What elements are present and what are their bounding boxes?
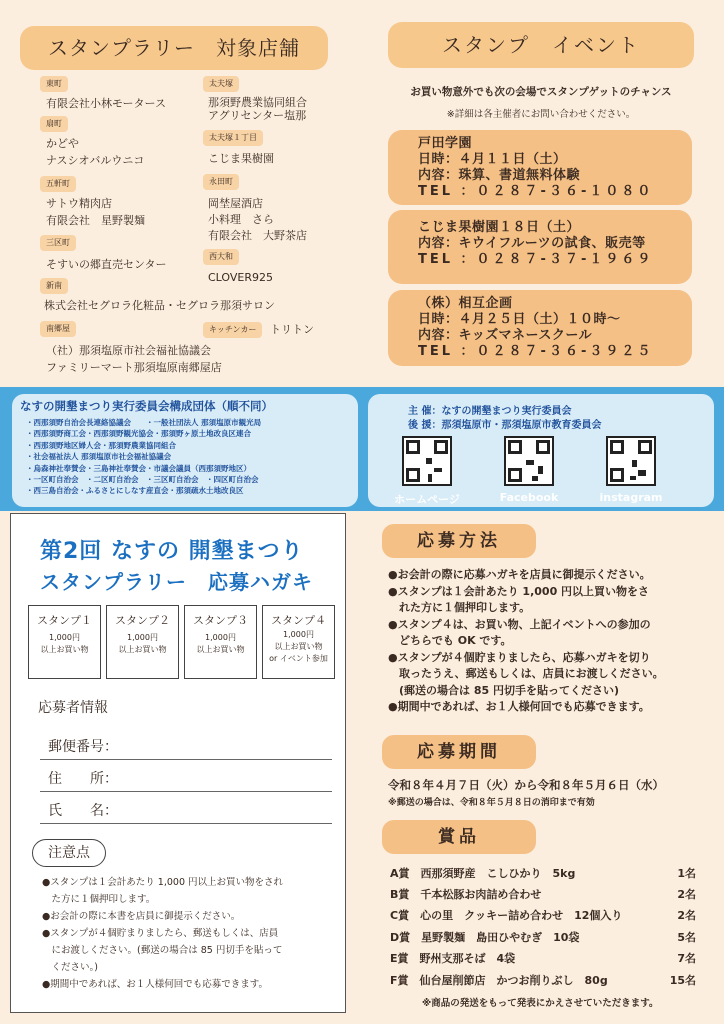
store-name: トリトン (270, 323, 314, 336)
prize-count: 15名 (669, 974, 696, 987)
instagram-qr-icon[interactable] (606, 436, 656, 486)
howto-line: れた方に１個押印します。 (388, 601, 531, 614)
store-name: アグリセンター塩那 (208, 109, 307, 122)
prizes-title: 賞品 (382, 820, 536, 854)
howto-line: ●期間中であれば、お１人様何回でも応募できます。 (388, 700, 650, 713)
store-name: 株式会社セグロラ化粧品・セグロラ那須サロン (44, 299, 275, 312)
period-title: 応募期間 (382, 735, 536, 769)
stamp-box-2 (106, 605, 179, 679)
stamp-text: 以上お買い物 (274, 642, 323, 651)
notice-label: 注意点 (32, 839, 106, 867)
store-name: CLOVER925 (208, 271, 273, 284)
stamp-text: 以上お買い物 (40, 645, 89, 654)
event-box-sogo (388, 290, 692, 366)
area-tag: 南郷屋 (40, 321, 76, 337)
stamp-head: スタンプ１ (37, 614, 92, 627)
stamp-box-3 (184, 605, 257, 679)
event-line: 内容：キッズマネースクール (418, 328, 593, 343)
howto-line: ●スタンプは１会計あたり 1,000 円以上買い物をさ (388, 584, 650, 598)
stamp-text: 以上お買い物 (196, 645, 245, 654)
event-line: 戸田学園 (418, 136, 473, 151)
stamp-text: 1,000円 (283, 630, 314, 639)
event-line: 内容：キウイフルーツの試食、販売等 (418, 236, 646, 251)
stamp-head: スタンプ３ (193, 614, 248, 627)
qr-label-homepage[interactable]: ホームページ (394, 493, 460, 506)
homepage-qr-icon[interactable] (402, 436, 452, 486)
area-tag: 五軒町 (40, 176, 76, 192)
event-tel: TEL ：０２８７-３７-１９６９ (418, 252, 654, 267)
notice-line: ●お会計の際に本書を店員に御提示ください。 (42, 911, 241, 922)
postcard-notices (42, 874, 337, 993)
qr-label-facebook[interactable]: Facebook (499, 491, 559, 504)
event-note: ※詳細は各主催者にお問い合わせください。 (446, 109, 636, 120)
store-name: 有限会社小林モータース (46, 97, 167, 110)
committee-line: ・西那須野地区婦人会・那須野農業協同組合 (26, 440, 176, 450)
event-title: スタンプ イベント (388, 22, 694, 68)
howto-line: ●お会計の際に応募ハガキを店員に御提示ください。 (388, 568, 651, 581)
howto-line: ●スタンプが４個貯まりましたら、応募ハガキを切り (388, 650, 651, 664)
area-tag: キッチンカー (203, 322, 262, 338)
stamp-box-1 (28, 605, 101, 679)
prize-count: 2名 (677, 888, 696, 901)
event-line: （株）相互企画 (418, 296, 513, 311)
event-line: こじま果樹園１８日（土） (418, 220, 581, 235)
postal-code-field[interactable]: 郵便番号： (40, 736, 332, 760)
store-name: （社）那須塩原市社会福祉協議会 (46, 344, 211, 357)
notice-line: ●スタンプが４個貯まりましたら、郵送もしくは、店員 (42, 928, 279, 939)
stores-title: スタンプラリー 対象店舗 (20, 26, 328, 70)
committee-line: ・烏森神社奉賛会・三島神社奉賛会・市議会議員（西那須野地区） (26, 463, 251, 473)
howto-line: (郵送の場合は 85 円切手を貼ってください) (388, 683, 620, 697)
area-tag: 西大和 (203, 249, 239, 265)
notice-line: ください。) (42, 962, 98, 973)
period-note: ※郵送の場合は、令和８年５月８日の消印まで有効 (388, 798, 595, 808)
prize-row (390, 865, 696, 881)
stamp-head: スタンプ４ (271, 614, 326, 627)
store-name: ナスシオバルウニコ (46, 154, 145, 167)
applicant-heading: 応募者情報 (38, 700, 108, 716)
howto-line: どちらでも OK です。 (388, 634, 512, 647)
organizer: 主 催：なすの開墾まつり実行委員会 (408, 406, 572, 417)
postcard-title: 第2回 なすの 開墾まつり (40, 539, 304, 564)
store-name: 小料理 さら (208, 213, 274, 226)
howto-line: 取ったうえ、郵送もしくは、店員にお渡しください。 (388, 667, 664, 680)
notice-line: た方に１個押印します。 (42, 894, 156, 905)
committee-line: ・西三島自治会・ふるさとにしなす産直会・那須疏水土地改良区 (26, 486, 244, 496)
store-name: こじま果樹園 (208, 152, 274, 165)
committee-line: ・社会福祉法人 那須塩原市社会福祉協議会 (26, 452, 172, 462)
prize-count: 2名 (677, 909, 696, 922)
howto-list (388, 567, 698, 716)
prize-row (390, 907, 696, 923)
stamp-box-4 (262, 605, 335, 679)
notice-line: にお渡しください。(郵送の場合は 85 円切手を貼って (42, 945, 283, 956)
prize-row (390, 950, 696, 966)
stamp-text: 1,000円 (127, 633, 158, 642)
prize-label: E賞 野州支那そば 4袋 (390, 952, 516, 965)
stamp-text: 1,000円 (205, 633, 236, 642)
committee-line: ・西那須野自治会長連絡協議会 ・一般社団法人 那須塩原市観光局 (26, 418, 262, 427)
prize-label: C賞 心の里 クッキー詰め合わせ 12個入り (390, 909, 623, 922)
store-name: そすいの郷直売センター (46, 258, 167, 271)
stamp-head: スタンプ２ (115, 614, 170, 627)
store-name: 那須野農業協同組合 (208, 96, 307, 109)
prize-label: F賞 仙台屋削節店 かつお削りぶし 80g (390, 974, 608, 987)
area-tag: 新南 (40, 278, 68, 294)
store-name: かどや (46, 137, 79, 150)
event-intro: お買い物意外でも次の会場でスタンプゲットのチャンス (410, 86, 672, 98)
event-box-kojima (388, 210, 692, 284)
prize-row (390, 886, 696, 902)
event-line: 日時：４月１１日（土） (418, 152, 567, 167)
event-tel: TEL ：０２８７-３６-３９２５ (418, 344, 654, 359)
store-name: 有限会社 大野茶店 (208, 229, 307, 242)
event-box-toda (388, 130, 692, 205)
howto-line: ●スタンプ４は、お買い物、上記イベントへの参加の (388, 617, 651, 631)
address-field[interactable]: 住 所： (40, 768, 332, 792)
area-tag: 三区町 (40, 235, 76, 251)
event-tel: TEL ：０２８７-３６-１０８０ (418, 184, 654, 199)
prize-count: 1名 (677, 867, 696, 880)
period-dates: 令和８年４月７日（火）から令和８年５月６日（水） (388, 778, 664, 792)
area-tag: 扇町 (40, 116, 68, 132)
committee-line: ・西那須野商工会・西那須野観光協会・那須野ヶ原土地改良区連合 (26, 429, 251, 439)
notice-line: ●スタンプは１会計あたり 1,000 円以上お買い物をされ (42, 877, 284, 888)
notice-line: ●期間中であれば、お１人様何回でも応募できます。 (42, 979, 269, 990)
prize-label: B賞 千本松豚お肉詰め合わせ (390, 888, 542, 901)
prize-label: A賞 西那須野産 こしひかり 5kg (390, 867, 576, 880)
area-tag: 太夫塚 (203, 76, 239, 92)
stamp-text: 1,000円 (49, 633, 80, 642)
area-tag: 太夫塚１丁目 (203, 130, 263, 146)
committee-list (26, 417, 261, 497)
prize-row (390, 929, 696, 945)
store-name: ファミリーマート那須塩原南郷屋店 (46, 361, 222, 374)
prizes-note: ※商品の発送をもって発表にかえさせていただきます。 (422, 998, 659, 1009)
committee-line: ・一区町自治会 ・二区町自治会 ・三区町自治会 ・四区町自治会 (26, 475, 259, 485)
event-line: 内容：珠算、書道無料体験 (418, 168, 581, 183)
prize-label: D賞 星野製麺 島田ひやむぎ 10袋 (390, 931, 580, 944)
prize-count: 5名 (677, 931, 696, 944)
store-name: 岡埜屋酒店 (208, 197, 263, 210)
store-name: サトウ精肉店 (46, 197, 112, 210)
store-name: 有限会社 星野製麺 (46, 214, 145, 227)
area-tag: 永田町 (203, 174, 239, 190)
prize-row (390, 972, 696, 988)
howto-title: 応募方法 (382, 524, 536, 558)
area-tag: 東町 (40, 76, 68, 92)
event-line: 日時：４月２５日（土）１０時～ (418, 312, 621, 327)
stamp-text: 以上お買い物 (118, 645, 167, 654)
qr-label-instagram[interactable]: instagram (599, 491, 663, 504)
name-field[interactable]: 氏 名： (40, 800, 332, 824)
supporter: 後 援：那須塩原市・那須塩原市教育委員会 (408, 420, 602, 431)
committee-title: なすの開墾まつり実行委員会構成団体（順不同） (20, 399, 273, 413)
facebook-qr-icon[interactable] (504, 436, 554, 486)
postcard-subtitle: スタンプラリー 応募ハガキ (40, 570, 313, 594)
stamp-text: or イベント参加 (269, 654, 328, 663)
prize-count: 7名 (677, 952, 696, 965)
